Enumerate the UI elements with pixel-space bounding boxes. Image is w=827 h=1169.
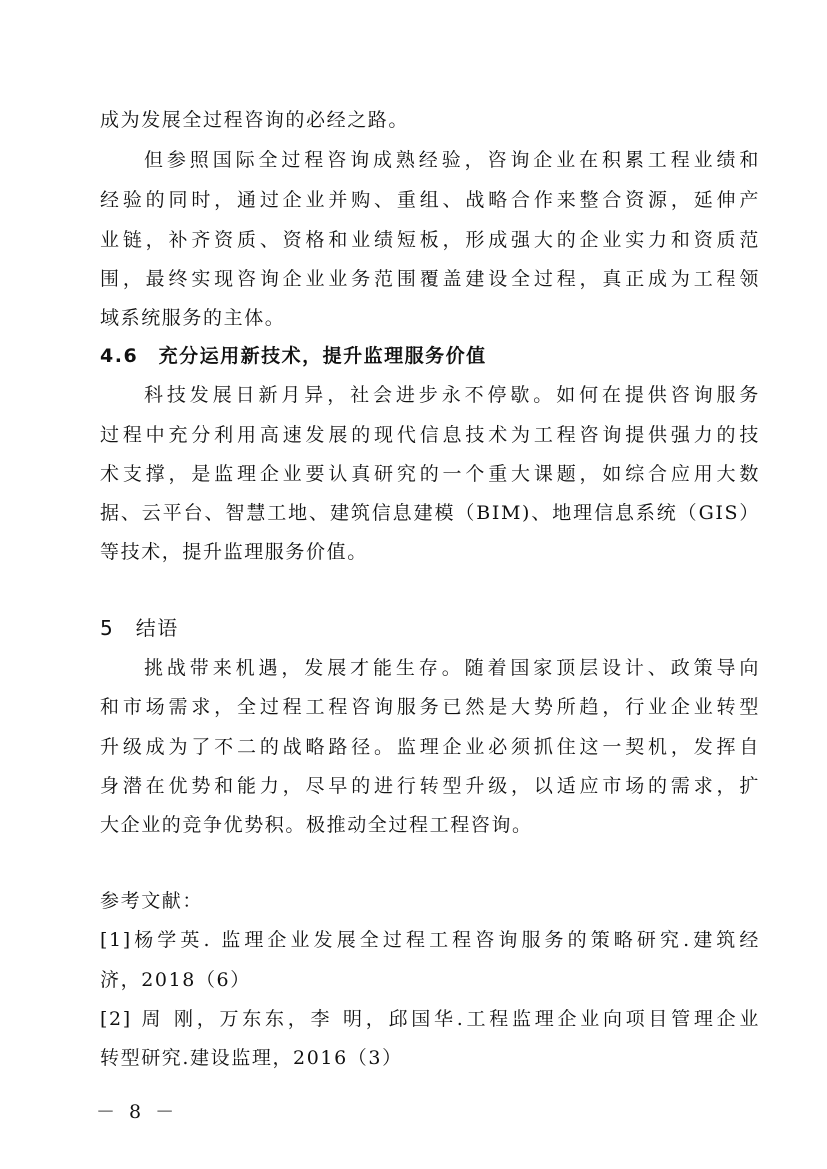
paragraph-line: 身潜在优势和能力，尽早的进行转型升级，以适应市场的需求，扩 bbox=[100, 775, 760, 797]
paragraph-line: 但参照国际全过程咨询成熟经验，咨询企业在积累工程业绩和 bbox=[144, 149, 760, 171]
reference-item-2: [2] 周 刚，万东东，李 明，邱国华.工程监理企业向项目管理企业 bbox=[100, 1008, 760, 1030]
paragraph-line: 挑战带来机遇，发展才能生存。随着国家顶层设计、政策导向 bbox=[144, 657, 760, 679]
section-heading-4-6: 4.6 充分运用新技术，提升监理服务价值 bbox=[100, 345, 487, 367]
paragraph-line: 域系统服务的主体。 bbox=[100, 307, 286, 329]
paragraph-line: 成为发展全过程咨询的必经之路。 bbox=[100, 109, 410, 131]
paragraph-line: 据、云平台、智慧工地、建筑信息建模（BIM)、地理信息系统（GIS） bbox=[100, 502, 760, 524]
section-heading-5: 5 结语 bbox=[100, 616, 179, 640]
paragraph-line: 业链，补齐资质、资格和业绩短板，形成强大的企业实力和资质范 bbox=[100, 229, 760, 251]
paragraph-line: 围，最终实现咨询企业业务范围覆盖建设全过程，真正成为工程领 bbox=[100, 268, 760, 290]
paragraph-line: 大企业的竞争优势积。极推动全过程工程咨询。 bbox=[100, 814, 533, 836]
page-number: － 8 － bbox=[96, 1101, 179, 1123]
reference-item-2-cont: 转型研究.建设监理，2016（3） bbox=[100, 1047, 403, 1069]
paragraph-line: 术支撑，是监理企业要认真研究的一个重大课题，如综合应用大数 bbox=[100, 463, 760, 485]
paragraph-line: 等技术，提升监理服务价值。 bbox=[100, 541, 368, 563]
paragraph-line: 经验的同时，通过企业并购、重组、战略合作来整合资源，延伸产 bbox=[100, 189, 760, 211]
paragraph-line: 过程中充分利用高速发展的现代信息技术为工程咨询提供强力的技 bbox=[100, 424, 760, 446]
paragraph-line: 和市场需求，全过程工程咨询服务已然是大势所趋，行业企业转型 bbox=[100, 696, 760, 718]
references-title: 参考文献： bbox=[100, 890, 204, 912]
reference-item-1: [1]杨学英. 监理企业发展全过程工程咨询服务的策略研究.建筑经 bbox=[100, 929, 760, 951]
reference-item-1-cont: 济，2018（6） bbox=[100, 969, 251, 991]
paragraph-line: 科技发展日新月异，社会进步永不停歇。如何在提供咨询服务 bbox=[144, 384, 760, 406]
paragraph-line: 升级成为了不二的战略路径。监理企业必须抓住这一契机，发挥自 bbox=[100, 736, 760, 758]
